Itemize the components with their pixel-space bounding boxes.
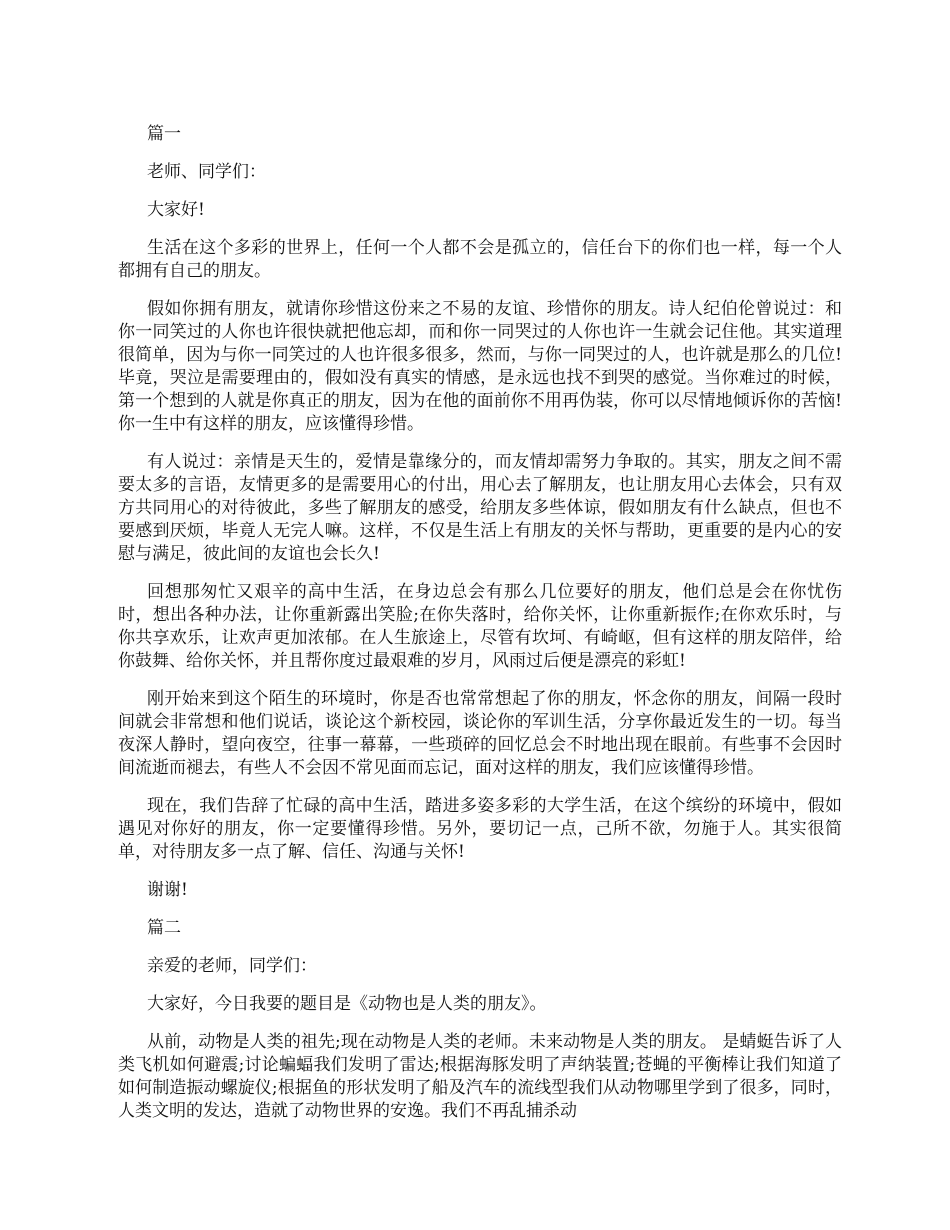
paragraph: 有人说过：亲情是天生的，爱情是靠缘分的，而友情却需努力争取的。其实，朋友之间不需要太多的言语，友情更多的是需要用心的付出，用心去了解朋友，也让朋友用心去体会，只有双方共同用心的对待彼此，多些了解朋友的感受，给朋友多些体谅，假如朋友有什么缺点，但也不要感到厌烦，毕竟人无完人嘛。这样，不仅是生活上有朋友的关怀与帮助，更重要的是内心的安慰与满足，彼此间的友谊也会长久!: [118, 452, 842, 564]
paragraph: 大家好，今日我要的题目是《动物也是人类的朋友》。: [147, 994, 547, 1014]
paragraph: 篇一: [147, 124, 181, 144]
paragraph: 大家好!: [147, 200, 205, 220]
paragraph: 老师、同学们：: [147, 162, 266, 182]
paragraph: 篇二: [147, 918, 181, 938]
paragraph: 生活在这个多彩的世界上，任何一个人都不会是孤立的，信任台下的你们也一样，每一个人都拥有自己的朋友。: [118, 238, 842, 281]
paragraph: 假如你拥有朋友，就请你珍惜这份来之不易的友谊、珍惜你的朋友。诗人纪伯伦曾说过：和你一同笑过的人你也许很快就把他忘却，而和你一同哭过的人你也许一生就会记住他。其实道理很简单，因为与你一同笑过的人也许很多很多，然而，与你一同哭过的人，也许就是那么的几位!毕竟，哭泣是需要理由的，假如没有真实的情感，是永远也找不到哭的感觉。当你难过的时候，第一个想到的人就是你真正的朋友，因为在他的面前你不用再伪装，你可以尽情地倾诉你的苦恼!你一生中有这样的朋友，应该懂得珍惜。: [118, 299, 842, 434]
paragraph: 亲爱的老师，同学们：: [147, 956, 317, 976]
paragraph: 刚开始来到这个陌生的环境时，你是否也常常想起了你的朋友，怀念你的朋友，间隔一段时间就会非常想和他们说话，谈论这个新校园，谈论你的军训生活，分享你最近发生的一切。每当夜深人静时，望向夜空，往事一幕幕，一些琐碎的回忆总会不时地出现在眼前。有些事不会因时间流逝而褪去，有些人不会因不常见面而忘记，面对这样的朋友，我们应该懂得珍惜。: [118, 689, 842, 778]
paragraph: 谢谢!: [147, 880, 188, 900]
paragraph: 回想那匆忙又艰辛的高中生活，在身边总会有那么几位要好的朋友，他们总是会在你忧伤时，想出各种办法，让你重新露出笑脸;在你失落时，给你关怀，让你重新振作;在你欢乐时，与你共享欢乐，让欢声更加浓郁。在人生旅途上，尽管有坎坷、有崎岖，但有这样的朋友陪伴，给你鼓舞、给你关怀，并且帮你度过最艰难的岁月，风雨过后便是漂亮的彩虹!: [118, 582, 842, 671]
paragraph: 现在，我们告辞了忙碌的高中生活，踏进多姿多彩的大学生活，在这个缤纷的环境中，假如遇见对你好的朋友，你一定要懂得珍惜。另外，要切记一点，己所不欲，勿施于人。其实很简单，对待朋友多一点了解、信任、沟通与关怀!: [118, 796, 842, 862]
document-body: [118, 123, 842, 1138]
paragraph: 从前，动物是人类的祖先;现在动物是人类的老师。未来动物是人类的朋友。 是蜻蜓告诉了人类飞机如何避震;讨论蝙蝠我们发明了雷达;根据海豚发明了声纳装置;苍蝇的平衡棒让我们知道了如何制造振动螺旋仪;根据鱼的形状发明了船及汽车的流线型我们从动物哪里学到了很多，同时，人类文明的发达，造就了动物世界的安逸。我们不再乱捕杀动: [118, 1032, 842, 1121]
